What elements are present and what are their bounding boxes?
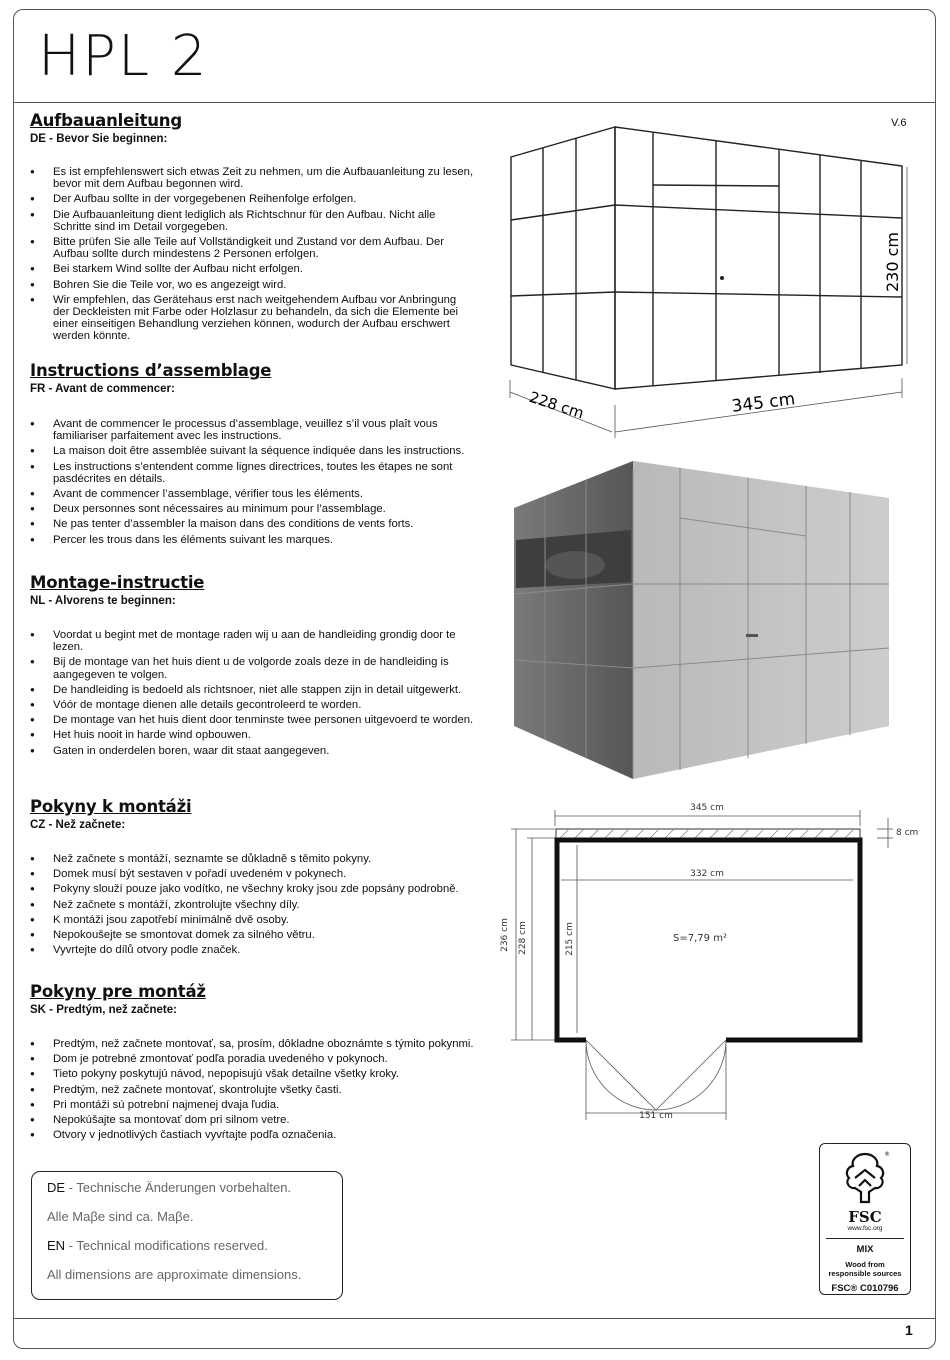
instruction-list [30,166,475,343]
list-item: ● Predtým, než začnete montovať, skontrolujte všetky časti. [30,1084,475,1096]
language-code: DE [47,1180,66,1195]
section-sk [30,982,475,1144]
section-subheading: CZ - Než začnete: [30,819,126,831]
instruction-list [30,418,475,546]
note-text: - Technische Änderungen vorbehalten. [65,1180,292,1195]
disclaimer-box [31,1171,343,1300]
section-subheading: NL - Alvorens te beginnen: [30,595,176,607]
svg-text:®: ® [884,1151,890,1158]
list-item: ● Vóór de montage dienen alle details gecontroleerd te worden. [30,699,475,711]
section-subheading: FR - Avant de commencer: [30,383,175,395]
note-de [47,1181,327,1195]
page-number: 1 [905,1322,913,1338]
section-nl [30,573,475,760]
fsc-url: www.fsc.org [847,1225,883,1232]
overhang-label: 8 cm [896,828,919,838]
note-text: - Technical modifications reserved. [65,1238,268,1253]
list-item: ● Pri montáži sú potrební najmenej dvaja ľudia. [30,1099,475,1111]
list-item: ● Es ist empfehlenswert sich etwas Zeit zu nehmen, um die Aufbauanleitung zu lesen, bevor mit dem Aufbau begonnen wird. [30,166,475,190]
language-code: EN [47,1238,66,1253]
list-item: ● Bei starkem Wind sollte der Aufbau nicht erfolgen. [30,263,475,275]
inner-depth-label: 215 cm [565,922,575,956]
list-item: ● Avant de commencer le processus d’assemblage, veuillez s’il vous plaît vous familiariser parfaitement avec les instructions. [30,418,475,442]
instruction-list [30,629,475,757]
list-item: ● Pokyny slouží pouze jako vodítko, ne všechny kroky jsou zde popsány podrobně. [30,883,475,895]
outer-depth-label: 236 cm [500,918,510,952]
depth-label: 228 cm [527,387,587,423]
list-item: ● Bohren Sie die Teile vor, wo es angezeigt wird. [30,279,475,291]
wireframe-drawing [495,118,925,448]
area-label: S=7,79 m² [673,933,727,944]
list-item: ● Gaten in onderdelen boren, waar dit staat aangegeven. [30,745,475,757]
fsc-divider [826,1238,904,1239]
list-item: ● K montáži jsou zapotřebí minimálně dvě osoby. [30,914,475,926]
section-de [30,111,475,346]
height-label: 230 cm [883,231,902,293]
title-divider [14,102,936,103]
fsc-code: FSC® C010796 [831,1283,899,1294]
list-item: ● Voordat u begint met de montage raden wij u aan de handleiding grondig door te lezen. [30,629,475,653]
fsc-desc-line: responsible sources [828,1269,902,1278]
inner-width-label: 332 cm [690,869,724,879]
list-item: ● Avant de commencer l’assemblage, vérifier tous les éléments. [30,488,475,500]
list-item: ● Než začnete s montáží, zkontrolujte všechny díly. [30,899,475,911]
list-item: ● Ne pas tenter d’assembler la maison dans des conditions de vents forts. [30,518,475,530]
outer-width-label: 345 cm [690,803,724,813]
list-item: ● Bitte prüfen Sie alle Teile auf Vollständigkeit und Zustand vor dem Aufbau. Der Aufbau sollte durch mindestens 2 Personen erfolgen. [30,236,475,260]
list-item: ● Predtým, než začnete montovať, sa, prosím, dôkladne oboznámte s týmito pokynmi. [30,1038,475,1050]
note-de-measures: Alle Maβe sind ca. Maβe. [47,1209,194,1224]
section-cz [30,797,475,959]
list-item: ● Vyvrtejte do dílů otvory podle značek. [30,944,475,956]
depth-label: 228 cm [518,921,528,955]
floor-plan [495,798,925,1128]
list-item: ● Domek musí být sestaven v pořadí uvedeném v pokynech. [30,868,475,880]
section-heading: Pokyny pre montáž [30,982,206,1001]
list-item: ● Deux personnes sont nécessaires au minimum pour l’assemblage. [30,503,475,515]
list-item: ● Než začnete s montáží, seznamte se důkladně s těmito pokyny. [30,853,475,865]
list-item: ● Les instructions s’entendent comme lignes directrices, toutes les étapes ne sont pasdécrites en détails. [30,461,475,485]
list-item: ● Der Aufbau sollte in der vorgegebenen Reihenfolge erfolgen. [30,193,475,205]
fsc-desc-line: Wood from [845,1260,885,1269]
list-item: ● Dom je potrebné zmontovať podľa poradia uvedeného v pokynoch. [30,1053,475,1065]
section-subheading: SK - Predtým, než začnete: [30,1004,177,1016]
fsc-tree-icon [835,1148,895,1208]
section-subheading: DE - Bevor Sie beginnen: [30,133,168,145]
section-heading: Pokyny k montáži [30,797,192,816]
instruction-list [30,1038,475,1141]
list-item: ● Bij de montage van het huis dient u de volgorde zoals deze in de handleiding is aangegeven te volgen. [30,656,475,680]
list-item: ● Die Aufbauanleitung dient lediglich als Richtschnur für den Aufbau. Nicht alle Schritte sind im Detail vorgegeben. [30,209,475,233]
list-item: ● Nepokoušejte se smontovat domek za silného větru. [30,929,475,941]
fsc-name: FSC [848,1208,882,1226]
note-en-measures: All dimensions are approximate dimensions. [47,1267,302,1282]
fsc-mix: MIX [856,1244,874,1255]
list-item: ● Otvory v jednotlivých častiach vyvŕtajte podľa označenia. [30,1129,475,1141]
list-item: ● De handleiding is bedoeld als richtsnoer, niet alle stappen zijn in detail uitgewerkt. [30,684,475,696]
list-item: ● Percer les trous dans les éléments suivant les marques. [30,534,475,546]
instruction-list [30,853,475,956]
width-label: 345 cm [730,389,797,417]
section-fr [30,361,475,549]
version-label: V.6 [891,117,907,129]
door-width-label: 151 cm [639,1111,673,1121]
list-item: ● De montage van het huis dient door tenminste twee personen uitgevoerd te worden. [30,714,475,726]
document-title: HPL 2 [38,24,209,89]
section-heading: Aufbauanleitung [30,111,182,130]
list-item: ● Wir empfehlen, das Gerätehaus erst nach weitgehendem Aufbau vor Anbringung der Deckleisten mit Farbe oder Holzlasur zu behandeln, da sich die Elemente bei einer einseitigen Behandlung verziehen können, wodurch der Aufbau erschwert werden könnte. [30,294,475,343]
fsc-label [819,1143,911,1295]
list-item: ● Nepokúšajte sa montovať dom pri silnom vetre. [30,1114,475,1126]
shed-rendering [505,455,900,785]
list-item: ● La maison doit être assemblée suivant la séquence indiquée dans les instructions. [30,445,475,457]
section-heading: Montage-instructie [30,573,205,592]
list-item: ● Tieto pokyny poskytujú návod, nepopisujú však detailne všetky kroky. [30,1068,475,1080]
fsc-description [820,1260,910,1278]
footer-divider [14,1318,936,1319]
note-en [47,1239,327,1253]
section-heading: Instructions d’assemblage [30,361,272,380]
list-item: ● Het huis nooit in harde wind opbouwen. [30,729,475,741]
